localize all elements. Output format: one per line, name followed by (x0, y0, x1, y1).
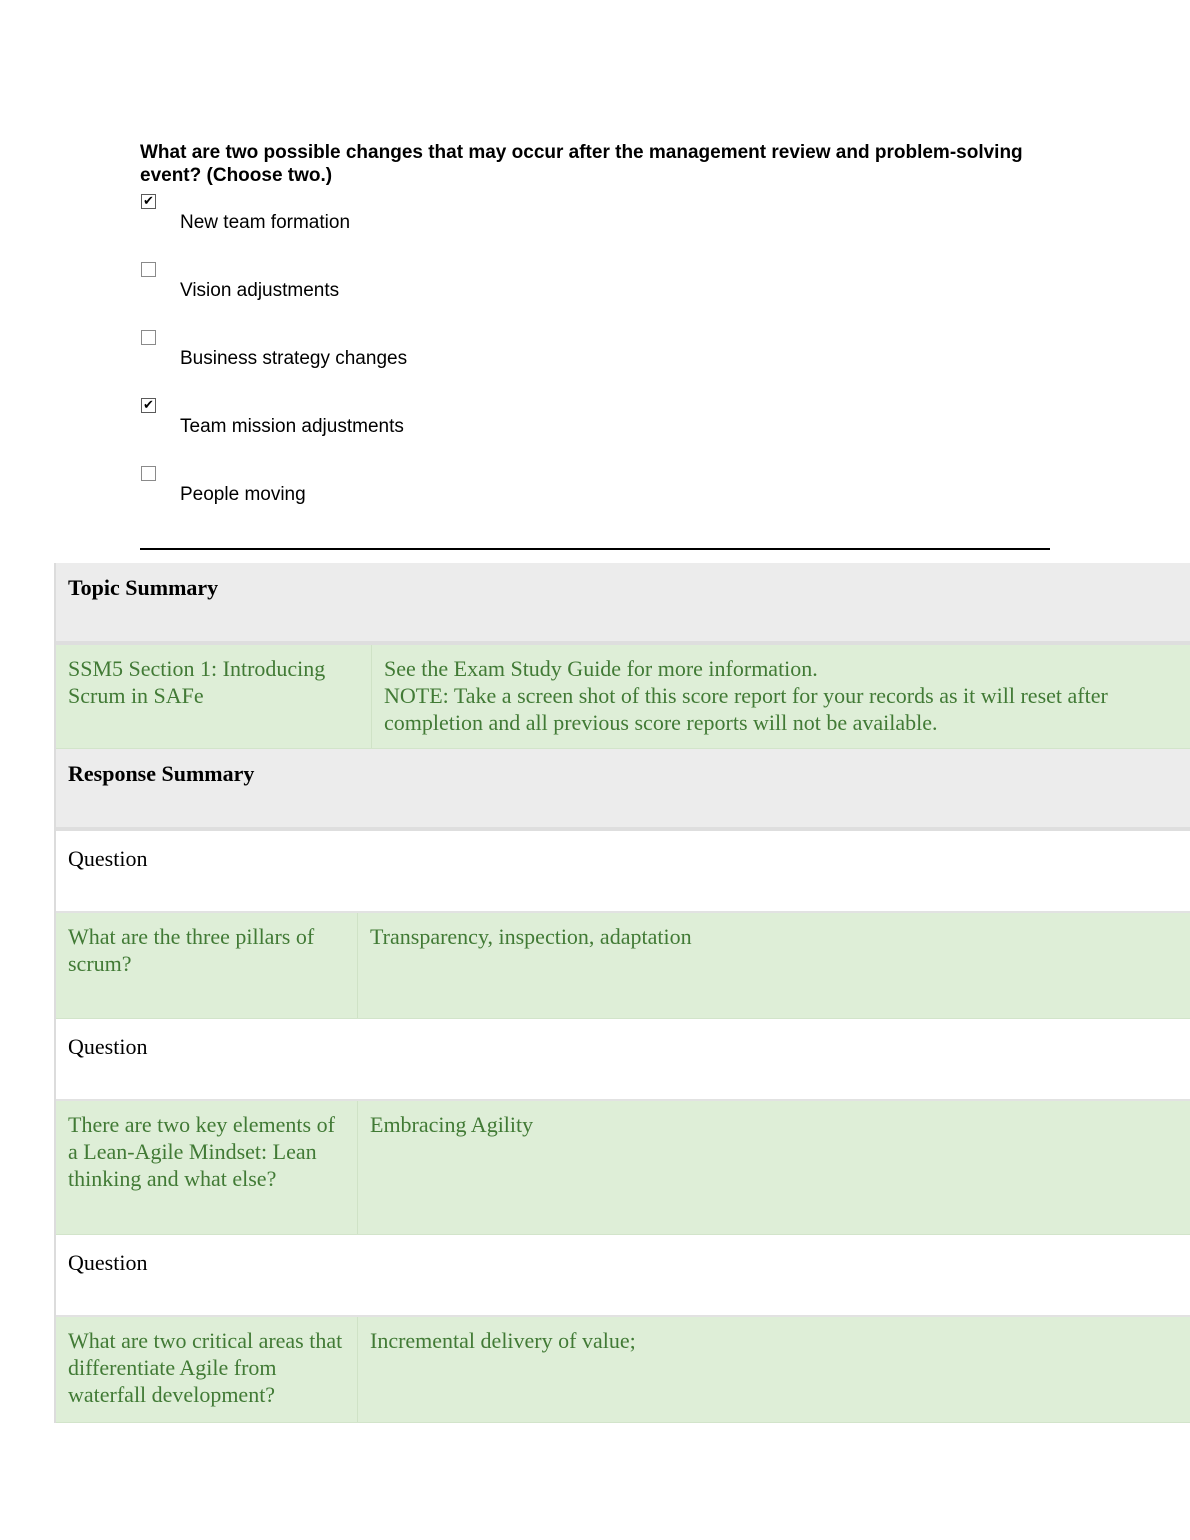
option-label: Business strategy changes (180, 348, 408, 369)
response-row (56, 1317, 1190, 1423)
option-item (140, 466, 1050, 534)
option-item (140, 398, 1050, 466)
study-guide-note: See the Exam Study Guide for more information. (384, 656, 818, 681)
question-label: Question (56, 1019, 1190, 1101)
option-item (140, 194, 1050, 262)
option-label: Team mission adjustments (180, 416, 404, 437)
quiz-question-block (140, 141, 1050, 534)
question-text: What are two possible changes that may occur after the management review and problem-solving event? (Choose two.) (140, 142, 1023, 186)
response-question: There are two key elements of a Lean-Agile Mindset: Lean thinking and what else? (56, 1101, 358, 1234)
screenshot-note: NOTE: Take a screen shot of this score report for your records as it will reset after completion and all previous score reports will not be available. (384, 683, 1108, 735)
checkbox-unchecked-icon[interactable] (141, 466, 156, 481)
score-report (54, 563, 1190, 1423)
topic-name: SSM5 Section 1: Introducing Scrum in SAFe (56, 645, 372, 748)
response-summary-heading: Response Summary (56, 749, 1190, 831)
option-item (140, 330, 1050, 398)
response-question: What are two critical areas that differentiate Agile from waterfall development? (56, 1317, 358, 1422)
divider (140, 548, 1050, 550)
option-label: New team formation (180, 212, 351, 233)
checkbox-unchecked-icon[interactable] (141, 262, 156, 277)
response-answer: Embracing Agility (370, 1112, 534, 1137)
response-answer: Transparency, inspection, adaptation (370, 924, 692, 949)
options-list (140, 194, 1050, 534)
topic-row (56, 645, 1190, 749)
response-row (56, 913, 1190, 1019)
checkbox-unchecked-icon[interactable] (141, 330, 156, 345)
response-question: What are the three pillars of scrum? (56, 913, 358, 1018)
option-label: People moving (180, 484, 306, 505)
checkbox-checked-icon[interactable]: ✔ (141, 194, 156, 209)
question-label: Question (56, 1235, 1190, 1317)
topic-summary-heading: Topic Summary (56, 563, 1190, 645)
checkbox-checked-icon[interactable]: ✔ (141, 398, 156, 413)
option-label: Vision adjustments (180, 280, 340, 301)
option-item (140, 262, 1050, 330)
question-label: Question (56, 831, 1190, 913)
topic-info (372, 645, 1190, 748)
response-answer: Incremental delivery of value; (370, 1328, 636, 1353)
response-row (56, 1101, 1190, 1235)
